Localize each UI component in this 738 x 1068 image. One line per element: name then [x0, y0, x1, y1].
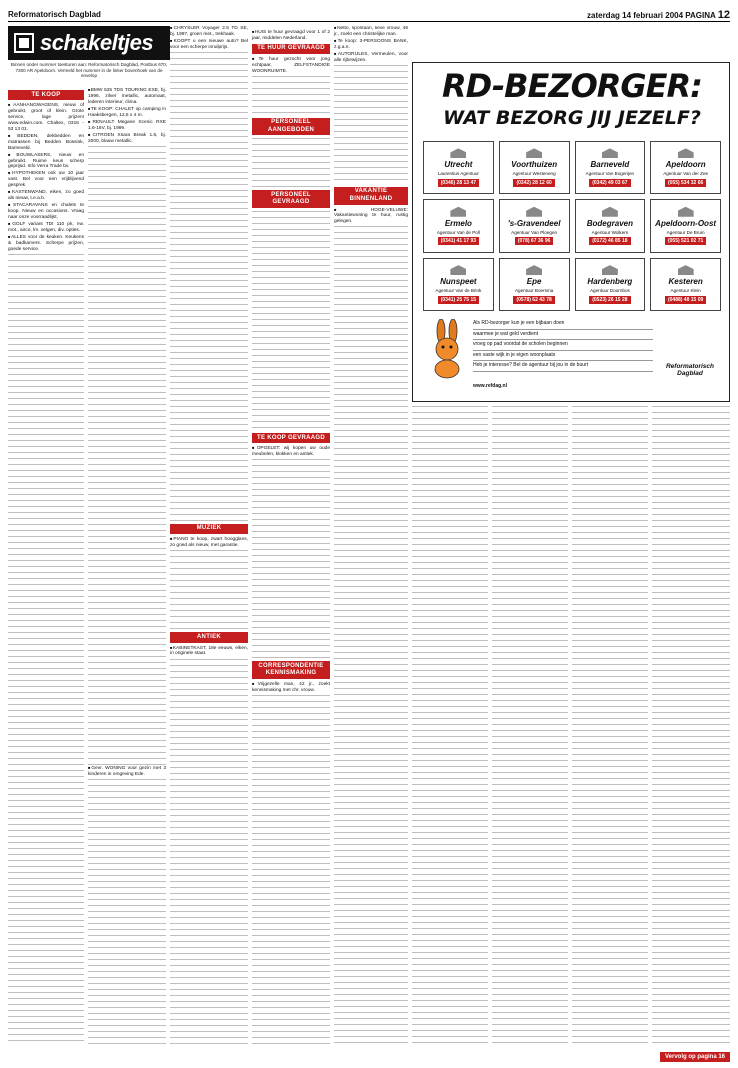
house-icon	[678, 207, 694, 217]
ad-item: ■ STACARAVANS en chalets te koop. Nieuw en occasions. Vraag naar onze voorraadlijst.	[8, 203, 84, 221]
ad-item: ■ CITROEN Xsara Break 1.6, bj. 2000, blauw metallic.	[88, 133, 166, 145]
section-header: TE HUUR GEVRAAGD	[252, 44, 330, 54]
ad-item: ■ KOOPT u een nieuwe auto? Bel voor een scherpe inruilprijs.	[170, 39, 248, 51]
agency-cell: Apeldoorn-Oost Agentuur De Bruin (055) 521 02 71	[650, 199, 721, 252]
column-7	[492, 406, 568, 1044]
agency-cell: Epe Agentuur Boersma (0578) 62 43 78	[499, 258, 570, 311]
ad-item: ■ GOLF variant TDI 110 pk, nw. mot., airco, lm. velgen, div. opties.	[8, 222, 84, 234]
text-filler	[412, 406, 488, 1044]
ad-item: ■ KABINETKAST, 18e eeuws, eiken, in originele staat.	[170, 646, 248, 658]
agency-cell: Nunspeet Agentuur Van de Brink (0341) 25 75 15	[423, 258, 494, 311]
ad-item: ■ BMW 525 TDS TOURING EXE, bj. 1996, zilver metallic, automaat, lederen interieur, clima.	[88, 88, 166, 106]
newspaper-name: Reformatorisch Dagblad	[8, 10, 101, 19]
agency-grid	[423, 141, 721, 311]
text-filler	[88, 779, 166, 1044]
section-header: CORRESPONDENTIE KENNISMAKING	[252, 661, 330, 679]
house-icon	[602, 265, 618, 275]
house-icon	[450, 265, 466, 275]
ad-brand: Reformatorisch Dagblad	[665, 363, 715, 377]
house-icon	[602, 207, 618, 217]
ad-item: ■ RENAULT Megane Scenic RXE 1.6-16V, bj. 1999.	[88, 120, 166, 132]
section-header: TE KOOP GEVRAAGD	[252, 433, 330, 443]
agency-cell: 's-Gravendeel Agentuur Van Ploegen (078) 67 36 96	[499, 199, 570, 252]
column-9	[652, 406, 730, 1044]
text-filler	[170, 550, 248, 630]
ad-item: ■ PIANO te koop, zwart hoogglans, zo goed als nieuw, met garantie.	[170, 537, 248, 549]
column-3	[170, 26, 248, 1044]
house-icon	[678, 265, 694, 275]
ad-item: ■ BOUWLASERS, nieuw en gebruikt. Ruime keus scherp geprijsd. Info Verra Trade bv.	[8, 153, 84, 171]
text-filler	[572, 406, 648, 1044]
agency-cell: Voorthuizen Agentuur Westeneng (0342) 28 12 60	[499, 141, 570, 194]
text-filler	[334, 226, 408, 1044]
ad-item: ■ HOGE-VELUWE: Vakantiewoning te huur, rustig gelegen.	[334, 208, 408, 226]
house-icon	[678, 148, 694, 158]
ad-item: ■ Gevr. WONING voor gezin met 3 kinderen in omgeving Ede.	[88, 766, 166, 778]
section-header: PERSONEEL AANGEBODEN	[252, 118, 330, 136]
ad-item: ■ BEDDEN, dekbedden en matrassen bij Bedden Bossink, Barneveld.	[8, 134, 84, 152]
ad-item: ■ TE KOOP: CHALET op camping in Haaksbergen, 12,5 x 4 m.	[88, 107, 166, 119]
ad-item: ■ Te huur gezocht voor jong echtpaar, ZELFSTANDIGE WOONRUIMTE.	[252, 57, 330, 75]
agency-cell: Utrecht Laurentius Agentuur (0346) 28 13 47	[423, 141, 494, 194]
text-filler	[252, 138, 330, 188]
ad-item: ■ ALLES voor de keuken. Keukens & badkamers. Scherpe prijzen, goede service.	[8, 235, 84, 253]
section-header: TE KOOP	[8, 90, 84, 100]
ad-item: ■ Te koop: 3-PERSOONS BANK, z.g.a.n.	[334, 39, 408, 51]
text-filler	[88, 146, 166, 766]
house-icon	[526, 148, 542, 158]
ad-item: ■ KASTENWAND, eiken, zo goed als nieuw, t.e.a.b.	[8, 190, 84, 202]
ad-item: ■ HYPOTHEKEN ook uw 10 jaar vast. Bel voor een vrijblijvend gesprek.	[8, 171, 84, 189]
column-6	[412, 406, 488, 1044]
agency-cell: Bodegraven Agentuur Wolkers (0172) 46 85 18	[575, 199, 646, 252]
house-icon	[450, 207, 466, 217]
schakeltjes-logo: schakeltjes	[8, 26, 170, 60]
submission-info: Binnen onder nummer toesturen aan: Reformatorisch Dagblad, Postbus 670, 7300 AR Apeldoorn. Vermeld het nummer in de linker bovenhoek van de envelop	[10, 62, 168, 79]
ad-url: www.refdag.nl	[473, 383, 507, 389]
column-4	[252, 26, 330, 1044]
ad-item: ■ AUTORIJLES, Vermeulen, voor alle rijbewijzen.	[334, 52, 408, 64]
text-filler	[170, 659, 248, 1044]
column-5	[334, 26, 408, 1044]
agency-cell: Kesteren Agentuur Klein (0488) 48 15 09	[650, 258, 721, 311]
agency-cell: Ermelo Agentuur Van de Poll (0341) 41 17 93	[423, 199, 494, 252]
section-header: PERSONEEL GEVRAAGD	[252, 190, 330, 208]
page-number: 12	[717, 9, 730, 21]
page-header	[8, 8, 730, 22]
agency-cell: Barneveld Agentuur Van Bogerijen (0342) 49 03 67	[575, 141, 646, 194]
rabbit-mascot-icon	[427, 319, 469, 379]
text-filler	[8, 254, 84, 1044]
continued-link[interactable]: Vervolg op pagina 16	[660, 1052, 730, 1062]
ad-body-text: Als RD-bezorger kun je een bijbaan doen waarmee je wat geld verdient vroeg op pad voordat de scholen beginnen een vaste wijk in je eigen woonplaats Heb je interesse? Bel de agentuur bij jou in de buurt	[473, 319, 653, 372]
agency-cell: Hardenberg Agentuur Doornbos (0523) 26 15 28	[575, 258, 646, 311]
section-header: MUZIEK	[170, 524, 248, 534]
house-icon	[450, 148, 466, 158]
ad-item: ■ Vrijgezelle man, 42 jr., zoekt kennismaking met chr. vrouw.	[252, 682, 330, 694]
ad-title: RD-BEZORGER:	[442, 67, 702, 105]
text-filler	[170, 52, 248, 522]
column-2	[88, 26, 166, 1044]
ad-item: ■ CHRYSLER Voyager 2.5 TD SE, bj. 1997, groen met., trekhaak.	[170, 26, 248, 38]
ad-subtitle: WAT BEZORG JIJ JEZELF?	[443, 107, 701, 129]
ad-item: ■ Netto, spontaan, lieve vrouw, 46 jr., zoekt een christelijke man.	[334, 26, 408, 38]
ad-item: ■ AANHANGWAGENS, nieuw of gebruikt, groot of klein. Grote service, lage prijzen! www.edwin.com. Chaltex, 0316 - 53 13 01.	[8, 103, 84, 132]
house-icon	[526, 207, 542, 217]
section-header: VAKANTIE BINNENLAND	[334, 187, 408, 205]
ad-item: ■ HUIS te huur gevraagd voor 1 of 2 jaar, middelen Nederland.	[252, 30, 330, 42]
ad-item: ■ OPGELET: wij kopen uw oude meubelen, klokken en antiek.	[252, 446, 330, 458]
text-filler	[252, 695, 330, 1044]
text-filler	[492, 406, 568, 1044]
text-filler	[334, 65, 408, 185]
house-icon	[526, 265, 542, 275]
text-filler	[252, 459, 330, 659]
logo-square-icon	[14, 33, 34, 53]
text-filler	[252, 76, 330, 116]
text-filler	[652, 406, 730, 1044]
section-header: ANTIEK	[170, 632, 248, 642]
page-date: zaterdag 14 februari 2004 PAGINA 12	[587, 9, 730, 21]
agency-cell: Apeldoorn Agentuur Van der Zee (055) 534 32 66	[650, 141, 721, 194]
column-1	[8, 88, 84, 1044]
column-8	[572, 406, 648, 1044]
house-icon	[602, 148, 618, 158]
text-filler	[252, 211, 330, 431]
bezorger-advertisement	[412, 62, 730, 402]
